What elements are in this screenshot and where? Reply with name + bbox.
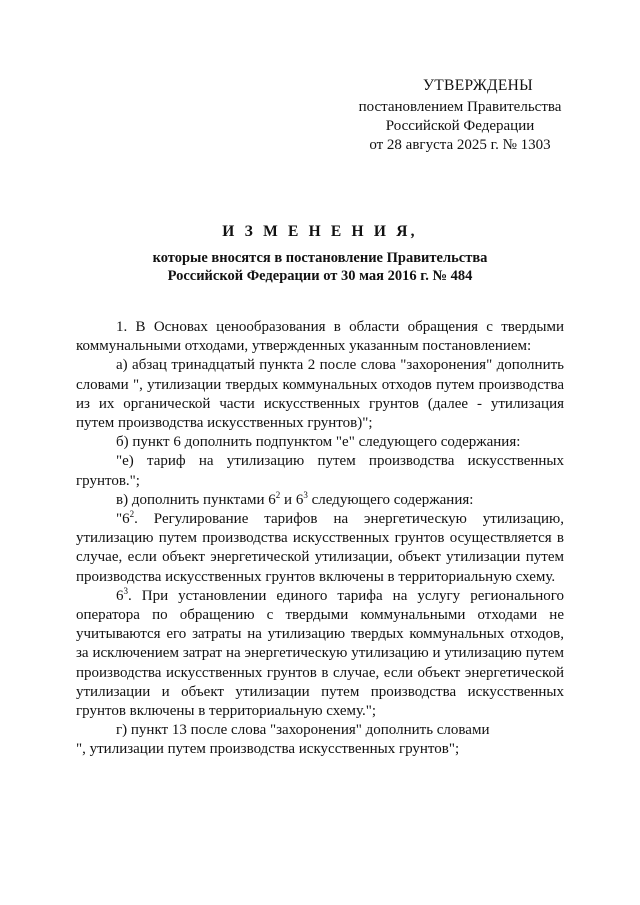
approval-block — [330, 76, 590, 155]
approval-line-3: от 28 августа 2025 г. № 1303 — [369, 137, 551, 153]
paragraph-5-text-c: следующего содержания: — [307, 491, 474, 508]
paragraph-7-superscript: 3 — [123, 585, 128, 596]
paragraph-6 — [76, 510, 564, 587]
paragraph-5-superscript-a: 2 — [275, 489, 281, 500]
paragraph-7-text-a: 6 — [116, 587, 124, 604]
approval-line-1: постановлением Правительства — [358, 99, 562, 115]
paragraph-6-text-a: "6 — [116, 511, 130, 528]
paragraph-5-text-b: и 6 — [280, 491, 304, 508]
document-title-block — [80, 223, 560, 285]
paragraph-7 — [76, 587, 564, 721]
approval-line-2: Российской Федерации — [385, 118, 535, 134]
paragraph-6-text-b: . Регулирование тарифов на энергетическую утилизацию, утилизацию путем производства искусственных грунтов осуществляется в случае, если объект энергетической утилизации, объект утилизации путем производства искусственных грунтов включены в территориальную схему. — [76, 511, 564, 585]
paragraph-9: ", утилизации путем производства искусственных грунтов"; — [76, 741, 460, 758]
document-subtitle-line-2: Российской Федерации от 30 мая 2016 г. № 484 — [167, 268, 473, 284]
paragraph-3: б) пункт 6 дополнить подпунктом "е" следующего содержания: — [116, 434, 521, 451]
approval-heading: УТВЕРЖДЕНЫ — [423, 77, 533, 94]
paragraph-6-superscript: 2 — [129, 509, 135, 520]
paragraph-2: а) абзац тринадцатый пункта 2 после слова "захоронения" дополнить словами ", утилизации твердых коммунальных отходов путем производства из их органической части искусственных грунтов (далее - утилизация путем производства искусственных грунтов)"; — [76, 357, 564, 432]
document-body — [76, 318, 564, 760]
paragraph-4: "е) тариф на утилизацию путем производства искусственных грунтов."; — [76, 453, 564, 489]
paragraph-5-superscript-b: 3 — [303, 489, 308, 500]
paragraph-1: 1. В Основах ценообразования в области обращения с твердыми коммунальными отходами, утвержденных указанным постановлением: — [76, 319, 564, 355]
paragraph-5 — [76, 491, 564, 510]
document-title: И З М Е Н Е Н И Я, — [222, 223, 418, 240]
paragraph-7-text-b: . При установлении единого тарифа на услугу регионального оператора по обращению с твердыми коммунальными отходами не учитываются его затраты на утилизацию твердых коммунальных отходов, за исключением затрат на энергетическую утилизацию и утилизацию путем производства искусственных грунтов в случае, если объект энергетической утилизации и объект утилизации путем производства искусственных грунтов включены в территориальную схему."; — [76, 587, 564, 720]
document-subtitle-line-1: которые вносятся в постановление Правительства — [152, 250, 488, 266]
paragraph-5-text-a: в) дополнить пунктами 6 — [116, 491, 276, 508]
paragraph-8: г) пункт 13 после слова "захоронения" дополнить словами — [116, 722, 490, 739]
